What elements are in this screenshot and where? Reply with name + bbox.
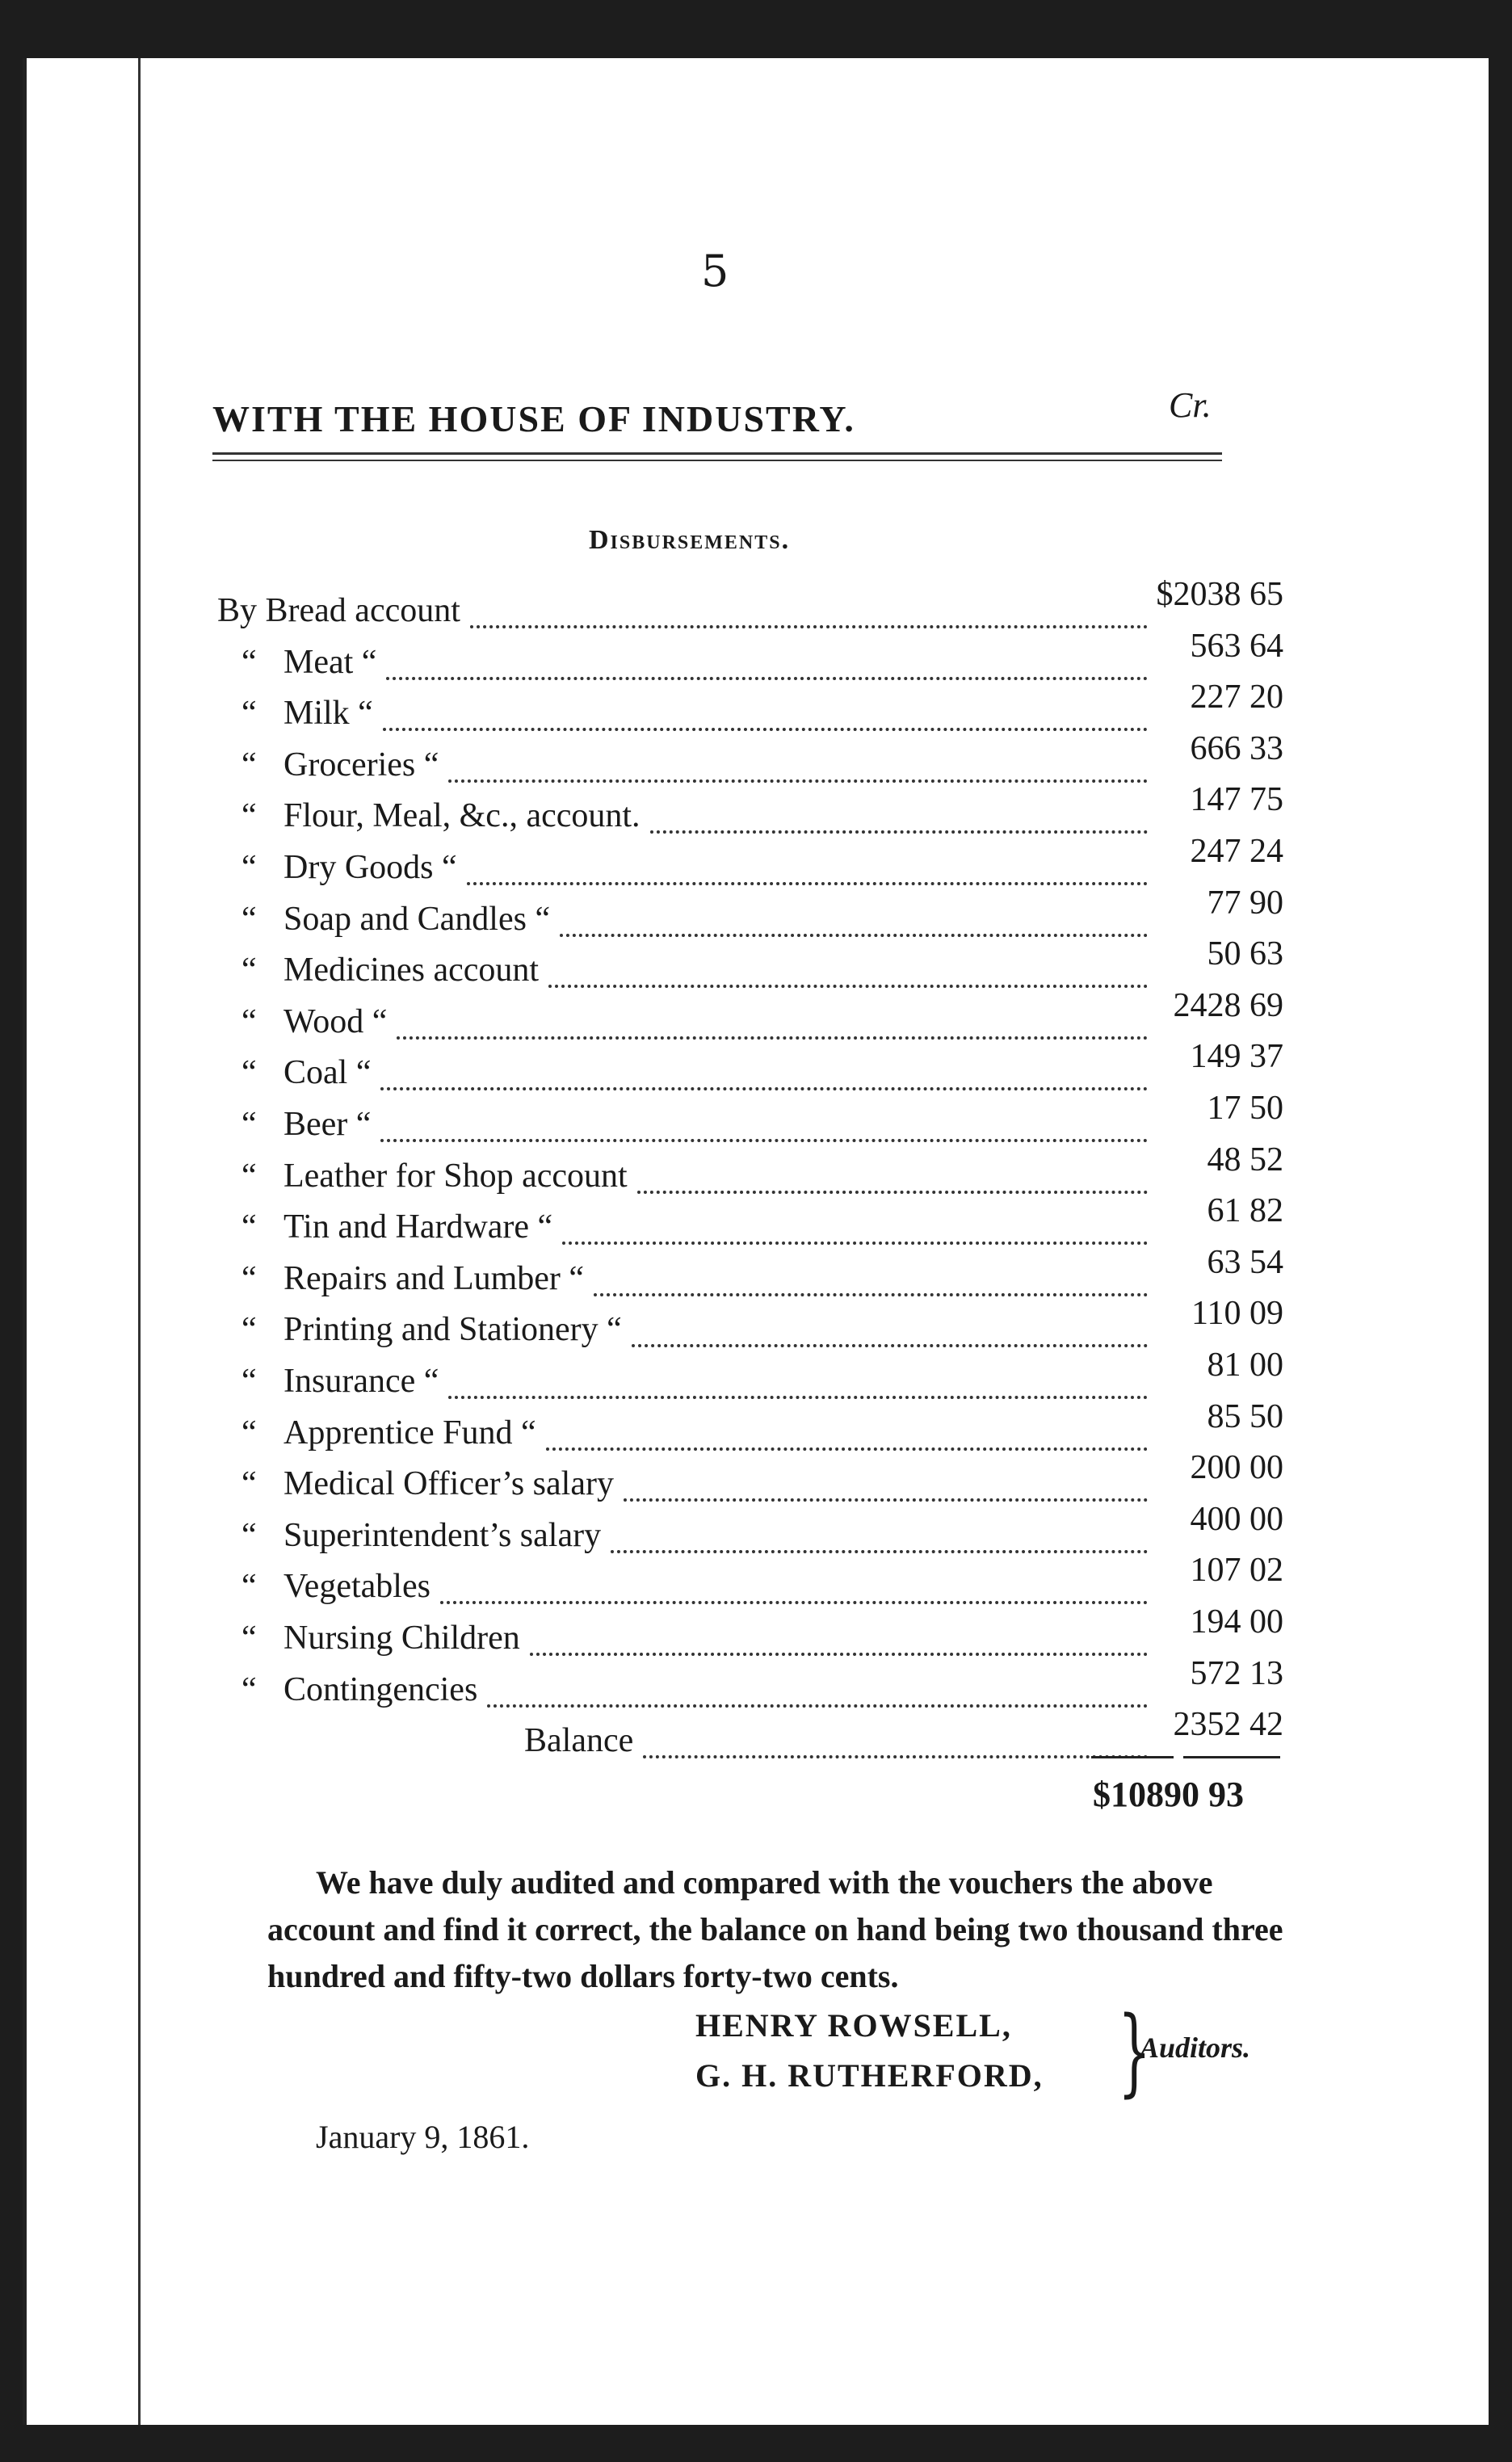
ledger-item-text: Balance: [524, 1722, 634, 1760]
dotted-leader: [632, 1328, 1148, 1347]
ledger-row-amount: 666 33: [1190, 729, 1283, 767]
ditto-mark: “: [242, 1620, 257, 1657]
dotted-leader: [560, 918, 1148, 937]
dotted-leader: [530, 1636, 1148, 1656]
dotted-leader: [380, 1071, 1148, 1090]
ledger-row: [217, 1449, 1283, 1515]
ledger-item-text: Beer “: [284, 1106, 372, 1143]
ledger-row: [217, 1397, 1283, 1464]
ditto-mark: “: [242, 1465, 257, 1503]
ledger-row: [217, 833, 1283, 898]
ledger-item-text: Insurance “: [284, 1363, 439, 1400]
ledger-row-label: [242, 1157, 628, 1195]
section-heading: Disbursements.: [589, 525, 791, 555]
ditto-mark: “: [242, 1311, 257, 1349]
total-rule-gap: [1174, 1756, 1183, 1758]
ledger-row-label: [242, 900, 550, 939]
dotted-leader: [637, 1174, 1148, 1194]
ditto-mark: “: [242, 952, 257, 989]
ditto-mark: “: [242, 695, 257, 733]
ledger-item-text: Leather for Shop account: [284, 1157, 628, 1195]
ledger-row-amount: 200 00: [1190, 1449, 1283, 1487]
ledger-row-amount: 50 63: [1207, 935, 1283, 973]
dotted-leader: [448, 763, 1148, 783]
ledger-item-text: Dry Goods “: [284, 849, 457, 886]
ditto-mark: “: [242, 900, 257, 938]
total-rule: [1091, 1756, 1280, 1758]
ledger-row-label: [242, 1464, 614, 1503]
ledger-row: [217, 884, 1283, 950]
ditto-mark: “: [242, 1208, 257, 1246]
ledger-item-text: Soap and Candles “: [284, 900, 551, 938]
ledger-row: [217, 1552, 1283, 1617]
ditto-mark: “: [242, 1259, 257, 1297]
ledger-row-amount: 107 02: [1190, 1552, 1283, 1590]
dotted-leader: [594, 1277, 1148, 1296]
ledger-row: [217, 1603, 1283, 1669]
auditors-label: Auditors.: [1140, 2031, 1251, 2064]
ledger-row-label: [242, 694, 373, 733]
audit-statement: We have duly audited and compared with the vouchers the above account and find it correct, the balance on hand being two thousand three hundred and fifty-two dollars forty-two cents.: [267, 1864, 1283, 1994]
ledger-title: WITH THE HOUSE OF INDUSTRY.: [212, 398, 855, 439]
dotted-leader: [624, 1482, 1148, 1502]
ditto-mark: “: [242, 746, 257, 784]
ledger-row-label: [242, 1002, 387, 1041]
ledger-row-amount: 110 09: [1191, 1295, 1283, 1333]
dotted-leader: [548, 968, 1148, 988]
ditto-mark: “: [242, 797, 257, 835]
dotted-leader: [380, 1123, 1148, 1142]
dotted-leader: [386, 661, 1148, 680]
ledger-row: [217, 935, 1283, 1001]
ledger-row-amount: 85 50: [1207, 1397, 1283, 1435]
ledger-row: [217, 627, 1283, 693]
ledger-row-label: [242, 1310, 622, 1349]
ledger-item-text: Printing and Stationery “: [284, 1311, 622, 1349]
ledger-row-amount: 227 20: [1190, 679, 1283, 716]
ledger-row-label: [242, 848, 457, 887]
disbursements-ledger: [27, 58, 1489, 1835]
auditors-brace: }: [1117, 1995, 1152, 2107]
ledger-row-label: [242, 1208, 552, 1246]
dotted-leader: [562, 1225, 1148, 1245]
ledger-row: [217, 986, 1283, 1052]
dotted-leader: [487, 1688, 1148, 1708]
audit-date: January 9, 1861.: [316, 2119, 530, 2155]
ledger-item-text: Meat “: [284, 643, 377, 681]
ledger-row-label: [242, 746, 439, 784]
ledger-row-amount: 63 54: [1207, 1243, 1283, 1281]
ditto-mark: “: [242, 643, 257, 681]
ledger-row: [217, 1295, 1283, 1360]
ledger-item-text: Medical Officer’s salary: [284, 1465, 614, 1503]
ledger-item-text: Milk “: [284, 695, 373, 733]
ditto-mark: “: [242, 1363, 257, 1400]
ledger-total: $10890 93: [1093, 1775, 1244, 1814]
ditto-mark: “: [242, 1106, 257, 1143]
ledger-row-amount: 2428 69: [1173, 986, 1283, 1024]
ledger-row: [217, 1192, 1283, 1258]
ledger-row-amount: 194 00: [1190, 1603, 1283, 1641]
ledger-item-text: Nursing Children: [284, 1620, 520, 1657]
ledger-item-text: Tin and Hardware “: [284, 1208, 553, 1246]
dotted-leader: [650, 814, 1148, 834]
ledger-row-label: [524, 1721, 633, 1760]
ledger-row-amount: 563 64: [1190, 627, 1283, 665]
ditto-mark: “: [242, 1414, 257, 1452]
ledger-row-label: [242, 796, 640, 835]
dotted-leader: [448, 1380, 1148, 1399]
dotted-leader: [383, 712, 1148, 731]
ledger-row-label: [242, 1516, 601, 1555]
auditor-name: G. H. RUTHERFORD,: [695, 2057, 1044, 2094]
dotted-leader: [470, 609, 1148, 628]
ledger-item-text: Apprentice Fund “: [284, 1414, 536, 1452]
dotted-leader: [546, 1431, 1148, 1451]
ledger-row: [217, 729, 1283, 796]
ledger-row-label: [242, 1619, 520, 1657]
ledger-row-amount: 81 00: [1207, 1347, 1283, 1384]
dotted-leader: [440, 1585, 1148, 1604]
ledger-row-amount: 247 24: [1190, 833, 1283, 870]
ledger-row: [217, 1654, 1283, 1720]
ledger-item-text: By Bread account: [217, 592, 460, 629]
ledger-row: [217, 1347, 1283, 1412]
page-number: 5: [701, 246, 729, 296]
ledger-row: [217, 1038, 1283, 1103]
ledger-row: [217, 1243, 1283, 1309]
ledger-item-text: Medicines account: [284, 952, 540, 989]
ledger-row: [217, 1141, 1283, 1207]
ledger-row-amount: 400 00: [1190, 1500, 1283, 1538]
ledger-row-label: [242, 951, 539, 989]
ditto-mark: “: [242, 1002, 257, 1040]
ledger-item-text: Flour, Meal, &c., account.: [284, 797, 640, 835]
ledger-row-label: [242, 1053, 371, 1092]
ledger-item-text: Repairs and Lumber “: [284, 1259, 585, 1297]
ditto-mark: “: [242, 1670, 257, 1708]
ledger-item-text: Groceries “: [284, 746, 439, 784]
ledger-item-text: Superintendent’s salary: [284, 1516, 602, 1554]
document-page: [23, 58, 1489, 2425]
ledger-row-amount: 572 13: [1190, 1654, 1283, 1692]
ledger-row-label: [217, 591, 460, 630]
ledger-row-label: [242, 643, 376, 682]
ledger-row-amount: 17 50: [1207, 1090, 1283, 1127]
dotted-leader: [643, 1739, 1148, 1758]
ledger-row-amount: 77 90: [1207, 884, 1283, 922]
ledger-item-text: Vegetables: [284, 1568, 430, 1606]
ledger-row: [217, 781, 1283, 847]
ledger-row-amount: 2352 42: [1173, 1706, 1283, 1744]
dotted-leader: [397, 1020, 1148, 1040]
ledger-row: [217, 1090, 1283, 1155]
ledger-item-text: Coal “: [284, 1054, 372, 1092]
ditto-mark: “: [242, 849, 257, 886]
ledger-row-label: [242, 1362, 439, 1401]
dotted-leader: [611, 1534, 1148, 1553]
ledger-row-amount: 147 75: [1190, 781, 1283, 819]
ledger-row-label: [242, 1567, 430, 1606]
ledger-row: [217, 679, 1283, 744]
ditto-mark: “: [242, 1157, 257, 1195]
ledger-row: [217, 576, 1283, 641]
ledger-row-label: [242, 1105, 371, 1144]
credit-side-label: Cr.: [1169, 385, 1212, 425]
ledger-item-text: Wood “: [284, 1002, 388, 1040]
ledger-row-amount: 48 52: [1207, 1141, 1283, 1178]
ledger-row: [217, 1706, 1283, 1771]
ledger-item-text: Contingencies: [284, 1670, 478, 1708]
ledger-row-amount: 149 37: [1190, 1038, 1283, 1076]
auditor-name: HENRY ROWSELL,: [695, 2007, 1012, 2044]
ledger-row-label: [242, 1414, 536, 1452]
dotted-leader: [467, 866, 1148, 885]
ledger-row-label: [242, 1259, 584, 1298]
ledger-row: [217, 1500, 1283, 1566]
ditto-mark: “: [242, 1516, 257, 1554]
ditto-mark: “: [242, 1054, 257, 1092]
ditto-mark: “: [242, 1568, 257, 1606]
ledger-row-amount: 61 82: [1207, 1192, 1283, 1230]
ledger-row-amount: $2038 65: [1156, 576, 1283, 613]
ledger-row-label: [242, 1670, 477, 1709]
